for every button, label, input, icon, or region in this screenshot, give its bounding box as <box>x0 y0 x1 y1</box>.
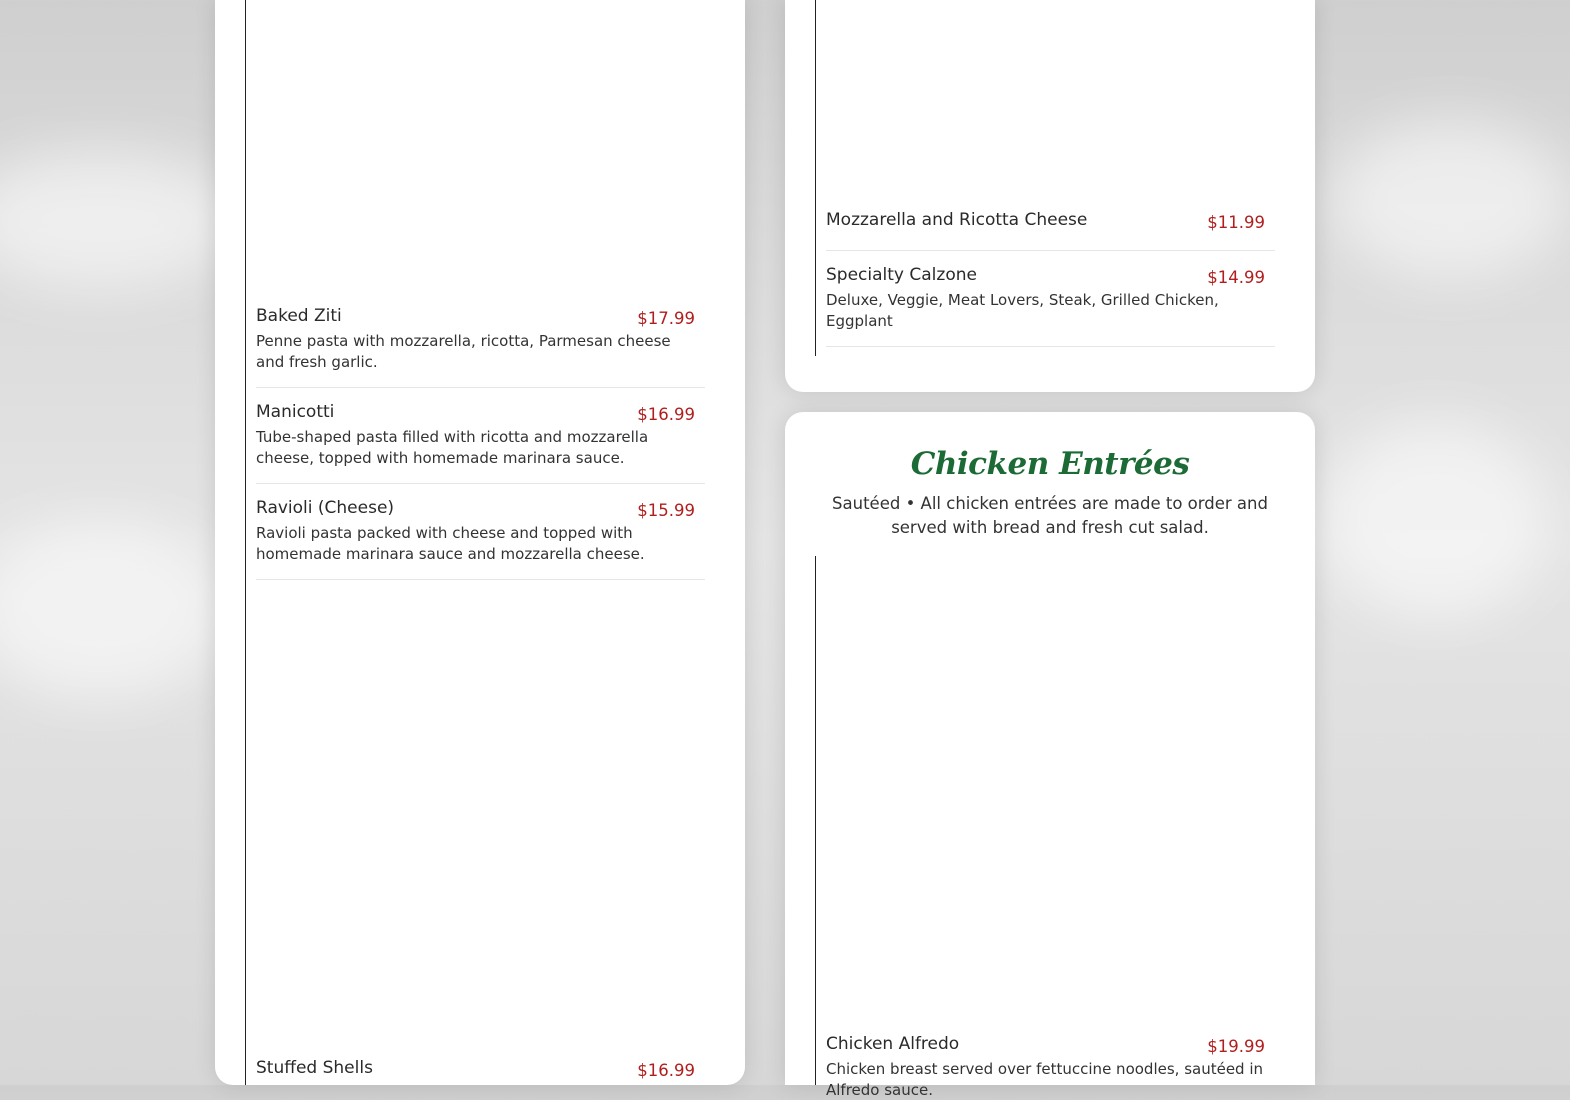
menu-item-mozzarella-ricotta[interactable] <box>826 210 1275 251</box>
item-price: $19.99 <box>1207 1037 1265 1056</box>
item-price: $16.99 <box>637 405 695 424</box>
item-name: Chicken Alfredo <box>826 1034 960 1054</box>
menu-item-specialty-calzone[interactable] <box>826 265 1275 347</box>
item-name: Specialty Calzone <box>826 265 977 285</box>
section-subtitle: Sautéed • All chicken entrées are made to order and served with bread and fresh cut salad. <box>832 494 1268 537</box>
item-description: Tube-shaped pasta filled with ricotta and mozzarella cheese, topped with homemade marinara sauce. <box>256 428 649 467</box>
menu-item-stuffed-shells[interactable] <box>256 1058 705 1085</box>
menu-item-baked-ziti[interactable] <box>256 306 705 388</box>
menu-card-calzones <box>785 0 1315 392</box>
menu-card-pasta <box>215 0 745 1085</box>
menu-item-chicken-alfredo[interactable] <box>826 1034 1275 1099</box>
item-description: Penne pasta with mozzarella, ricotta, Parmesan cheese and fresh garlic. <box>256 332 671 371</box>
item-description: Deluxe, Veggie, Meat Lovers, Steak, Grilled Chicken, Eggplant <box>826 291 1219 330</box>
menu-item-ravioli-cheese[interactable] <box>256 498 705 580</box>
item-price: $17.99 <box>637 309 695 328</box>
menu-card-chicken-entrees <box>785 412 1315 1099</box>
item-name: Baked Ziti <box>256 306 342 326</box>
item-description: Chicken breast served over fettuccine noodles, sautéed in Alfredo sauce. <box>826 1060 1264 1099</box>
background-cloud <box>1330 120 1570 280</box>
item-price: $11.99 <box>1207 213 1265 232</box>
item-name: Mozzarella and Ricotta Cheese <box>826 210 1088 230</box>
background-cloud <box>1320 420 1550 620</box>
item-name: Manicotti <box>256 402 335 422</box>
item-name: Stuffed Shells <box>256 1058 373 1078</box>
item-price: $15.99 <box>637 501 695 520</box>
section-title: Chicken Entrées <box>910 446 1190 482</box>
item-name: Ravioli (Cheese) <box>256 498 395 518</box>
background-cloud <box>0 520 230 700</box>
column-divider-line <box>245 0 246 1085</box>
item-price: $14.99 <box>1207 268 1265 287</box>
column-divider-line <box>815 0 816 356</box>
background-cloud <box>0 150 240 290</box>
item-description: Ravioli pasta packed with cheese and topped with homemade marinara sauce and mozzarella cheese. <box>256 524 645 563</box>
menu-item-manicotti[interactable] <box>256 402 705 484</box>
column-divider-line <box>815 556 816 1085</box>
item-price: $16.99 <box>637 1061 695 1080</box>
